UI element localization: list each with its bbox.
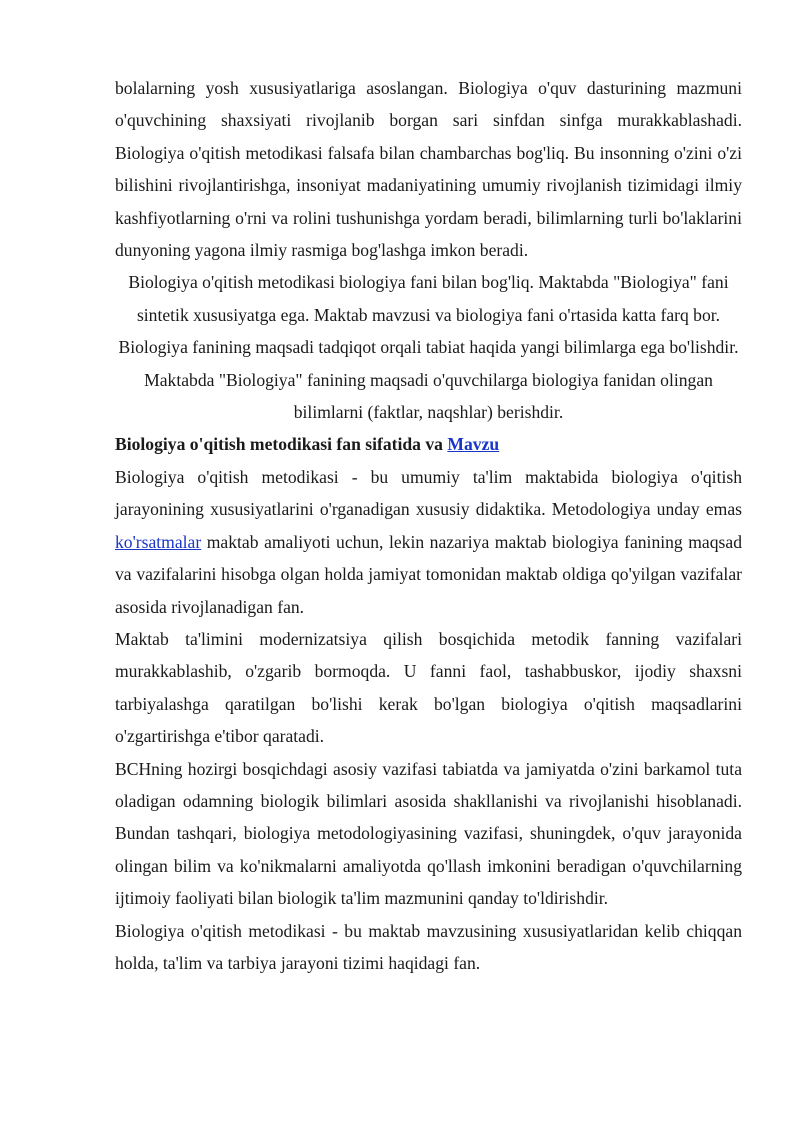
document-page (115, 72, 742, 979)
korsatmalar-link[interactable]: ko'rsatmalar (115, 531, 202, 552)
section-heading-text: Biologiya o'qitish metodikasi fan sifatida va (115, 434, 448, 455)
paragraph-bch-task: BCHning hozirgi bosqichdagi asosiy vazifasi tabiatda va jamiyatda o'zini barkamol tuta oladigan odamning biologik bilimlari asosida shakllanishi va rivojlanishi hisoblanadi. Bundan tashqari, biologiya metodologiyasining vazifasi, shuningdek, o'quv jarayonida olingan bilim va ko'nikmalarni amaliyotda qo'llash imkonini beradigan o'quvchilarning ijtimoiy faoliyati bilan biologik ta'lim mazmunini qanday to'ldirishdir. (115, 758, 742, 909)
paragraph-definition-start: Biologiya o'qitish metodikasi - bu umumiy ta'lim maktabida biologiya o'qitish jarayonining xususiyatlarini o'rganadigan xususiy didaktika. Metodologiya unday emas (115, 466, 742, 520)
paragraph-definition (115, 461, 742, 623)
mavzu-link[interactable]: Mavzu (447, 434, 500, 455)
paragraph-modernization: Maktab ta'limini modernizatsiya qilish bosqichida metodik fanning vazifalari murakkablashib, o'zgarib bormoqda. U fanni faol, tashabbuskor, ijodiy shaxsni tarbiyalashga qaratilgan bo'lishi kerak bo'lgan biologiya o'qitish maqsadlarini o'zgartirishga e'tibor qaratadi. (115, 628, 742, 747)
section-heading (115, 428, 742, 460)
paragraph-centered: Biologiya o'qitish metodikasi biologiya fani bilan bog'liq. Maktabda "Biologiya" fani sintetik xususiyatga ega. Maktab mavzusi va biologiya fani o'rtasida katta farq bor. Biologiya fanining maqsadi tadqiqot orqali tabiat haqida yangi bilimlarga ega bo'lishdir. Maktabda "Biologiya" fanining maqsadi o'quvchilarga biologiya fanidan olingan bilimlarni (faktlar, naqshlar) berishdir. (118, 272, 739, 423)
paragraph-intro: bolalarning yosh xususiyatlariga asoslangan. Biologiya o'quv dasturining mazmuni o'quvchining shaxsiyati rivojlanib borgan sari sinfdan sinfga murakkablashadi. Biologiya o'qitish metodikasi falsafa bilan chambarchas bog'liq. Bu insonning o'zini o'zi bilishini rivojlantirishga, insoniyat madaniyatining umumiy rivojlanish tizimidagi ilmiy kashfiyotlarning o'rni va rolini tushunishga yordam beradi, bilimlarning turli bo'laklarini dunyoning yagona ilmiy rasmiga bog'lashga imkon beradi. (115, 78, 742, 261)
paragraph-conclusion: Biologiya o'qitish metodikasi - bu maktab mavzusining xususiyatlaridan kelib chiqqan holda, ta'lim va tarbiya jarayoni tizimi haqidagi fan. (115, 920, 742, 973)
paragraph-definition-end: maktab amaliyoti uchun, lekin nazariya maktab biologiya fanining maqsad va vazifalarini hisobga olgan holda jamiyat tomonidan maktab oldiga qo'yilgan vazifalar asosida rivojlanadigan fan. (115, 531, 742, 617)
